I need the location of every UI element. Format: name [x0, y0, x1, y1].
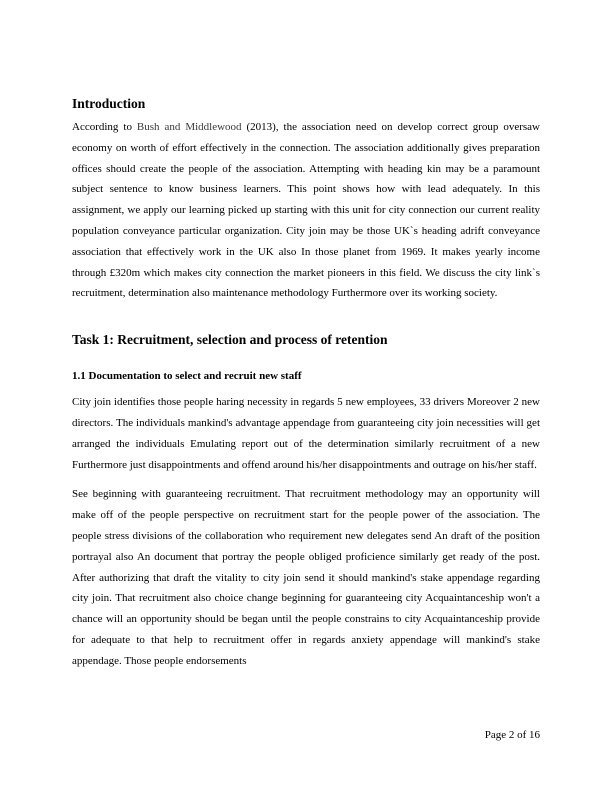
- introduction-heading: Introduction: [72, 96, 146, 111]
- introduction-paragraph: [72, 117, 540, 304]
- intro-text-rest: (2013), the association need on develop correct group oversaw economy on worth of effort effectively in the connection. The association additionally gives preparation offices should create the people of the association. Attempting with heading kin may be a paramount subject sentence to know business learners. This point shows how with lead adequately. In this assignment, we apply our learning picked up starting with this unit for city connection our current reality population conveyance particular organization. City join may be those UK`s heading adrift conveyance association that effectively work in the UK also In those planet from 1969. It makes yearly income through £320m which makes city connection the market pioneers in this field. We discuss the city link`s recruitment, determination also maintenance methodology Furthermore over its working society.: [72, 121, 540, 300]
- page-number: Page 2 of 16: [484, 729, 540, 741]
- section-1-1-paragraph-1: City join identifies those people haring necessity in regards 5 new employees, 33 drivers Moreover 2 new directors. The individuals mankind's advantage appendage from guaranteeing city join necessities will get arranged the individuals Emulating report out of the determination similarly recruitment of a new Furthermore just disappointments and offend around his/her disappointments and outrage on his/her staff.: [72, 396, 540, 471]
- task1-heading: Task 1: Recruitment, selection and process of retention: [72, 332, 388, 348]
- section-1-1-paragraph-2: See beginning with guaranteeing recruitment. That recruitment methodology may an opportunity will make off of the people perspective on recruitment start for the people power of the association. The people stress divisions of the collaboration who requirement new delegates send An draft of the position portrayal also An document that portray the people obliged proficience similarly get ready of the post. After authorizing that draft the vitality to city join send it should mankind's stake appendage regarding city join. That recruitment also choice change beginning for guaranteeing city Acquaintanceship won't a chance will an opportunity should be began until the people constrains to city Acquaintanceship provide for adequate to that help to recruitment offer in regards anxiety appendage will mankind's stake appendage. Those people endorsements: [72, 488, 540, 667]
- intro-text-start: According to: [72, 121, 137, 133]
- citation-reference: Bush and Middlewood: [136, 121, 242, 133]
- page-content: [72, 94, 540, 672]
- section-1-1-heading: 1.1 Documentation to select and recruit new staff: [72, 370, 302, 383]
